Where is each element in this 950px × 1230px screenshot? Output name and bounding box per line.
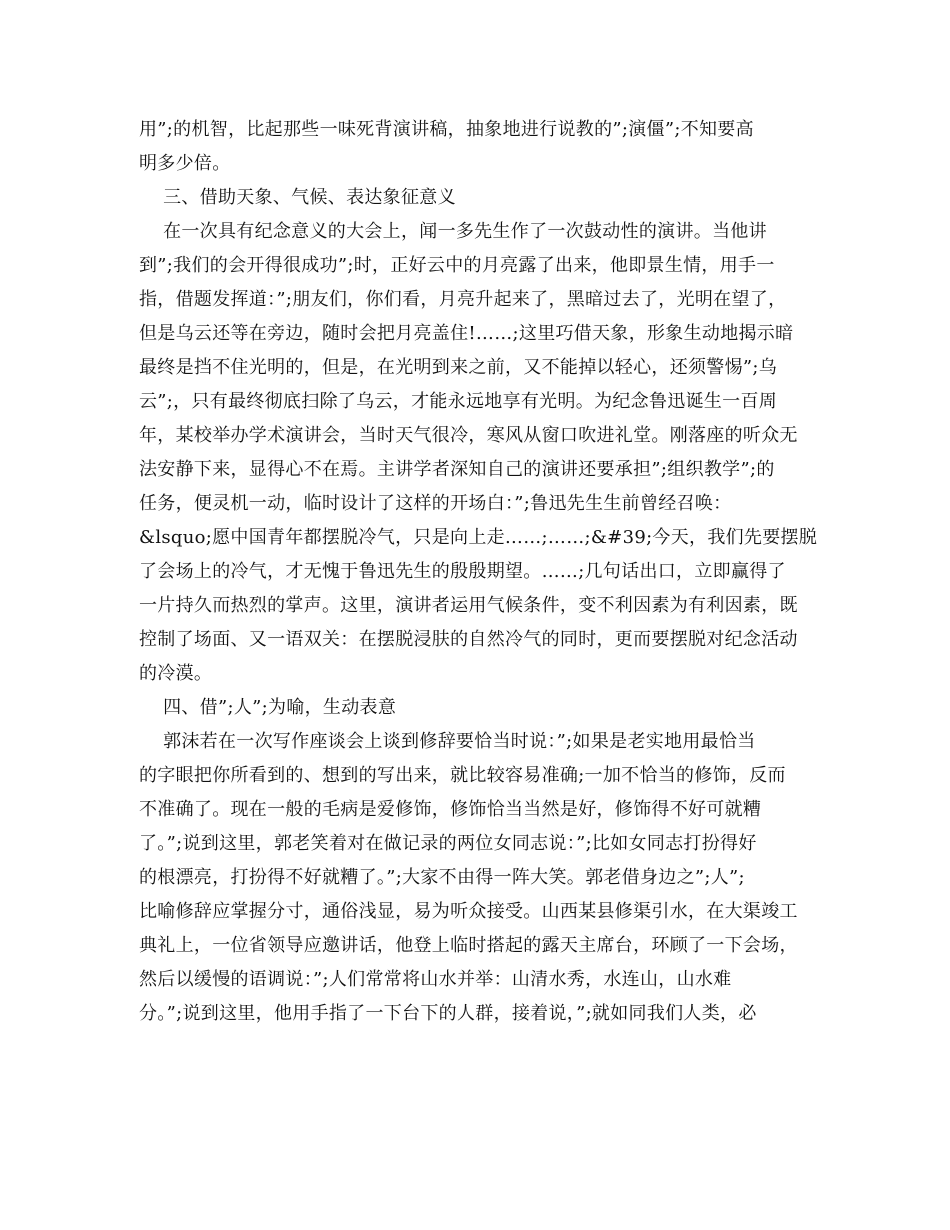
text-line: &lsquo;愿中国青年都摆脱冷气，只是向上走……;……;&#39;今天，我们先要摆脱 [139, 527, 818, 548]
text-line: 然后以缓慢的语调说：”;人们常常将山水并举：山清水秀，水连山，山水难 [139, 969, 732, 990]
text-line: 典礼上，一位省领导应邀讲话，他登上临时搭起的露天主席台，环顾了一下会场， [139, 935, 798, 956]
text-line: 年，某校举办学术演讲会，当时天气很冷，寒风从窗口吹进礼堂。刚落座的听众无 [139, 425, 798, 446]
text-line: 了会场上的冷气，才无愧于鲁迅先生的殷殷期望。……;几句话出口，立即赢得了 [139, 561, 786, 582]
text-line: 任务，便灵机一动，临时设计了这样的开场白：”;鲁迅先生生前曾经召唤： [139, 493, 732, 514]
text-line: 控制了场面、又一语双关：在摆脱浸肤的自然冷气的同时，更而要摆脱对纪念活动 [139, 629, 798, 650]
text-line: 在一次具有纪念意义的大会上，闻一多先生作了一次鼓动性的演讲。当他讲 [139, 221, 767, 242]
text-line: 的字眼把你所看到的、想到的写出来，就比较容易准确;一加不恰当的修饰，反而 [139, 765, 786, 786]
text-line: 指，借题发挥道：”;朋友们，你们看，月亮升起来了，黑暗过去了，光明在望了， [139, 289, 787, 310]
text-line: 的根漂亮，打扮得不好就糟了。”;大家不由得一阵大笑。郭老借身边之”;人”; [139, 867, 745, 888]
text-line: 了。”;说到这里，郭老笑着对在做记录的两位女同志说：”;比如女同志打扮得好 [139, 833, 757, 854]
text-line: 但是乌云还等在旁边，随时会把月亮盖住!……;这里巧借天象，形象生动地揭示暗 [139, 323, 794, 344]
text-line: 云”;，只有最终彻底扫除了乌云，才能永远地享有光明。为纪念鲁迅诞生一百周 [139, 391, 778, 412]
section-heading: 三、借助天象、气候、表达象征意义 [139, 187, 456, 208]
section-heading: 四、借”;人”;为喻，生动表意 [139, 697, 397, 718]
text-line: 分。”;说到这里，他用手指了一下台下的人群，接着说，”;就如同我们人类，必 [139, 1003, 757, 1024]
text-line: 不准确了。现在一般的毛病是爱修饰，修饰恰当当然是好，修饰得不好可就糟 [139, 799, 762, 820]
text-line: 比喻修辞应掌握分寸，通俗浅显，易为听众接受。山西某县修渠引水，在大渠竣工 [139, 901, 798, 922]
text-line: 最终是挡不住光明的，但是，在光明到来之前，又不能掉以轻心，还须警惕”;乌 [139, 357, 778, 378]
text-line: 法安静下来，显得心不在焉。主讲学者深知自己的演讲还要承担”;组织教学”;的 [139, 459, 775, 480]
text-line: 的冷漠。 [139, 663, 213, 684]
text-line: 一片持久而热烈的掌声。这里，演讲者运用气候条件，变不利因素为有利因素，既 [139, 595, 798, 616]
text-line: 到”;我们的会开得很成功”;时，正好云中的月亮露了出来，他即景生情，用手一 [139, 255, 775, 276]
text-line: 用”;的机智，比起那些一味死背演讲稿，抽象地进行说教的”;演僵”;不知要高 [139, 119, 754, 140]
text-line: 郭沫若在一次写作座谈会上谈到修辞要恰当时说：”;如果是老实地用最恰当 [139, 731, 756, 752]
text-line: 明多少倍。 [139, 153, 231, 174]
